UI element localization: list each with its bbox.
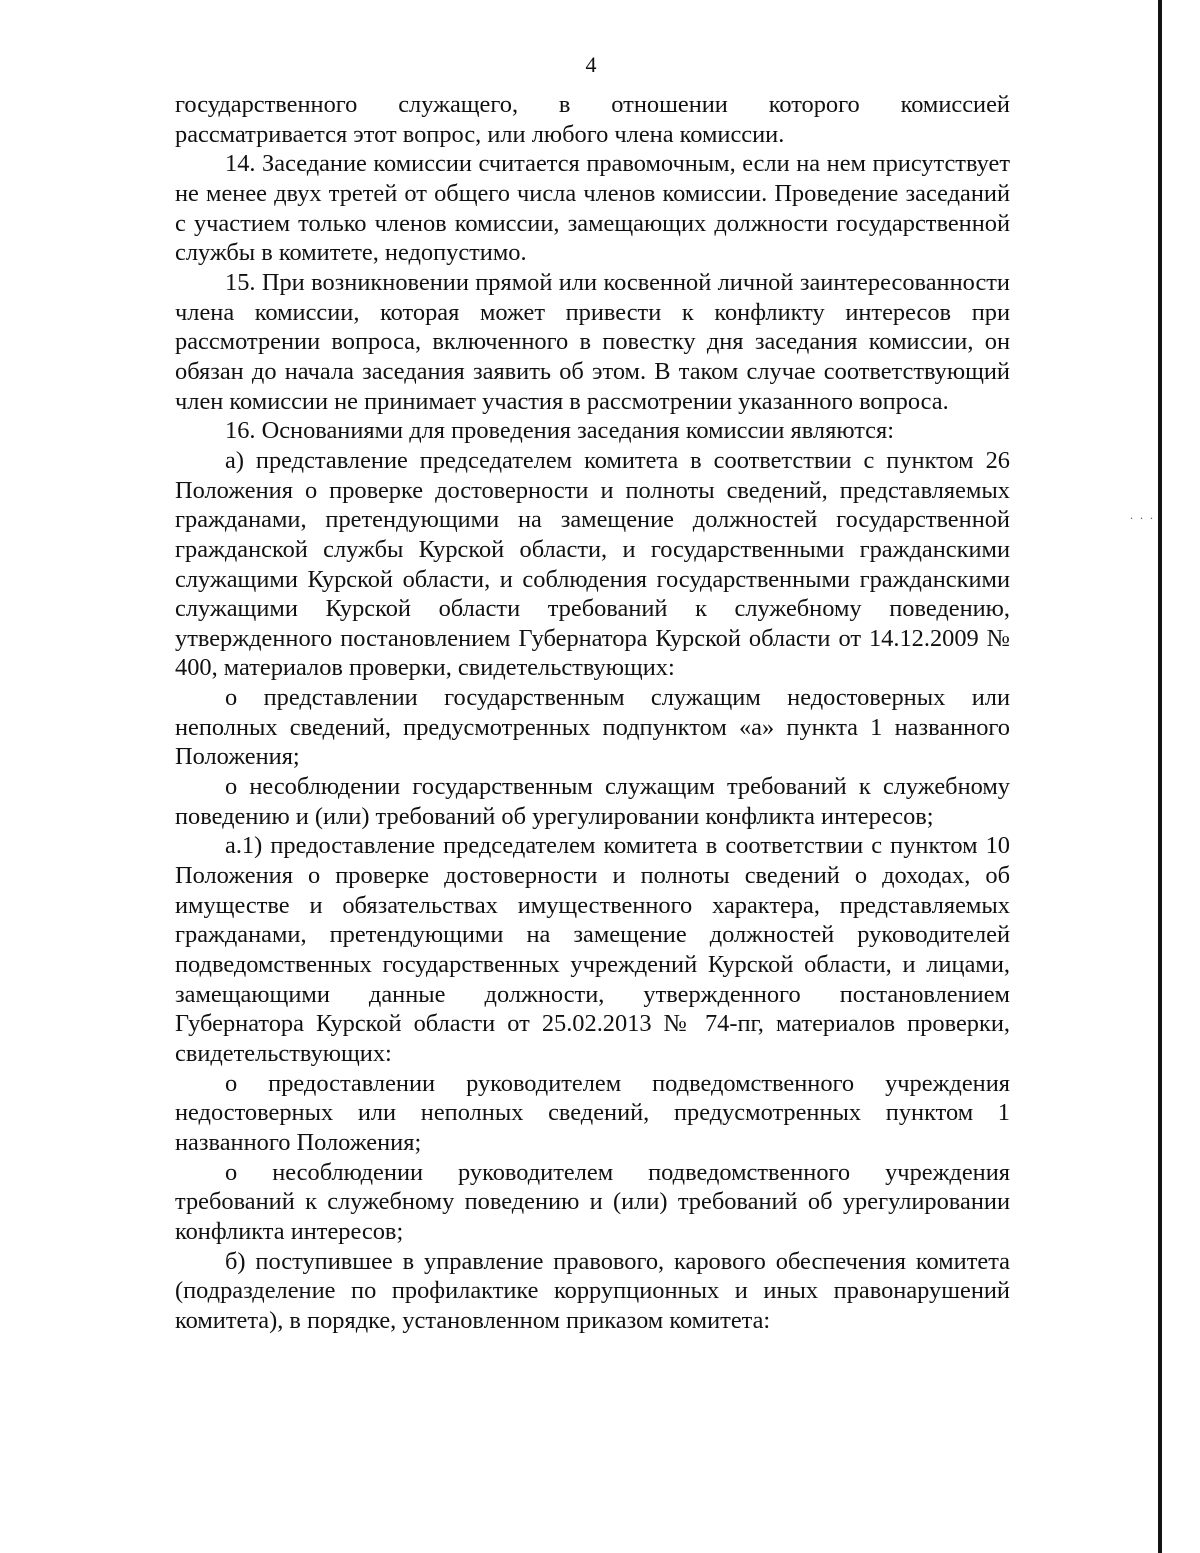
paragraph-16-a1: а.1) предоставление председателем комитета в соответствии с пунктом 10 Положения о проверке достоверности и полноты сведений о доходах, об имуществе и обязательствах имущественного характера, представляемых гражданами, претендующими на замещение должностей руководителей подведомственных государственных учреждений Курской области, и лицами, замещающими данные должности, утвержденного постановлением Губернатора Курской области от 25.02.2013 № 74-пг, материалов проверки, свидетельствующих: [175, 832, 1010, 1067]
paragraph-14: 14. Заседание комиссии считается правомочным, если на нем присутствует не менее двух третей от общего числа членов комиссии. Проведение заседаний с участием только членов комиссии, замещающих должности государственной службы в комитете, недопустимо. [175, 150, 1010, 267]
paragraph-16-a-item-2: о несоблюдении государственным служащим требований к служебному поведению и (или) требований об урегулировании конфликта интересов; [175, 773, 1010, 830]
paragraph-16-a: а) представление председателем комитета в соответствии с пунктом 26 Положения о проверке достоверности и полноты сведений, представляемых гражданами, претендующими на замещение должностей государственной гражданской службы Курской области, и государственными гражданскими служащими Курской области, и соблюдения государственными гражданскими служащими Курской области требований к служебному поведению, утвержденного постановлением Губернатора Курской области от 14.12.2009 № 400, материалов проверки, свидетельствующих: [175, 446, 1010, 682]
scan-artifact-dots: . . . [1130, 508, 1155, 522]
scan-edge-line [1158, 0, 1162, 1553]
page-number: 4 [585, 52, 597, 77]
document-body [175, 90, 1010, 1336]
paragraph-16-b: б) поступившее в управление правового, карового обеспечения комитета (подразделение по профилактике коррупционных и иных правонарушений комитета), в порядке, установленном приказом комитета: [175, 1247, 1010, 1334]
paragraph-16-a-item-1: о представлении государственным служащим недостоверных или неполных сведений, предусмотренных подпунктом «а» пункта 1 названного Положения; [175, 684, 1010, 771]
paragraph-16: 16. Основаниями для проведения заседания комиссии являются: [225, 417, 894, 445]
paragraph-16-a1-item-1: о предоставлении руководителем подведомственного учреждения недостоверных или неполных сведений, предусмотренных пунктом 1 названного Положения; [175, 1069, 1010, 1156]
paragraph-16-a1-item-2: о несоблюдении руководителем подведомственного учреждения требований к служебному поведению и (или) требований об урегулировании конфликта интересов; [175, 1158, 1010, 1245]
paragraph-15: 15. При возникновении прямой или косвенной личной заинтересованности члена комиссии, которая может привести к конфликту интересов при рассмотрении вопроса, включенного в повестку дня заседания комиссии, он обязан до начала заседания заявить об этом. В таком случае соответствующий член комиссии не принимает участия в рассмотрении указанного вопроса. [175, 268, 1010, 415]
paragraph-continuation: государственного служащего, в отношении которого комиссией рассматривается этот вопрос, или любого члена комиссии. [175, 91, 1010, 148]
